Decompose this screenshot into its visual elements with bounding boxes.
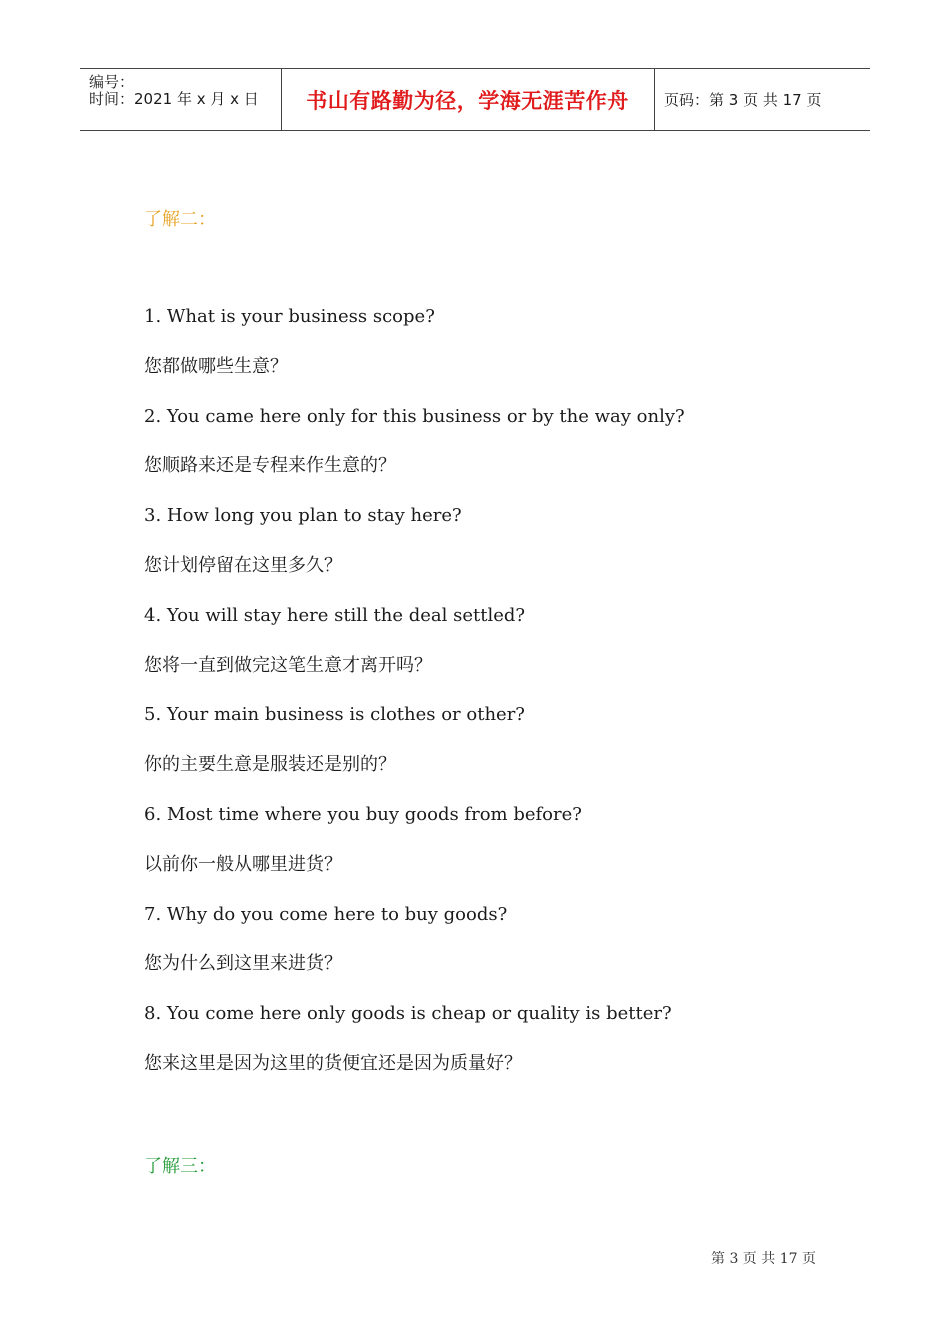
header-motto: 书山有路勤为径，学海无涯苦作舟 <box>306 88 629 113</box>
section-heading-understand-2: 了解二： <box>144 209 216 230</box>
question-zh: 您来这里是因为这里的货便宜还是因为质量好？ <box>144 1052 522 1074</box>
question-en: 3. How long you plan to stay here? <box>144 505 462 527</box>
section-heading-understand-3: 了解三： <box>144 1156 216 1177</box>
question-zh: 您计划停留在这里多久？ <box>144 554 342 576</box>
qa-list <box>144 305 864 1102</box>
question-en: 6. Most time where you buy goods from before? <box>144 803 582 825</box>
question-en: 7. Why do you come here to buy goods? <box>144 903 508 925</box>
question-en: 1. What is your business scope? <box>144 306 435 327</box>
question-zh: 您顺路来还是专程来作生意的？ <box>144 455 396 477</box>
question-zh: 您都做哪些生意？ <box>144 355 288 377</box>
header-motto-cell <box>281 69 655 130</box>
document-number-label: 编号： <box>89 73 135 91</box>
question-zh: 以前你一般从哪里进货？ <box>144 853 342 875</box>
question-en: 5. Your main business is clothes or other? <box>144 704 525 726</box>
question-en: 8. You come here only goods is cheap or quality is better? <box>144 1003 672 1025</box>
header-left-cell <box>80 69 282 130</box>
question-en: 2. You came here only for this business or by the way only? <box>144 405 685 427</box>
page-footer: 第 3 页 共 17 页 <box>711 1251 816 1267</box>
header-page-info: 页码：第 3 页 共 17 页 <box>664 91 822 109</box>
header-right-cell <box>655 69 870 130</box>
question-en: 4. You will stay here still the deal settled? <box>144 604 526 626</box>
question-zh: 您将一直到做完这笔生意才离开吗？ <box>144 654 432 676</box>
page-header <box>80 68 870 131</box>
question-zh: 你的主要生意是服装还是别的？ <box>144 754 396 776</box>
document-date: 时间：2021 年 x 月 x 日 <box>89 90 259 108</box>
question-zh: 您为什么到这里来进货？ <box>144 953 342 975</box>
